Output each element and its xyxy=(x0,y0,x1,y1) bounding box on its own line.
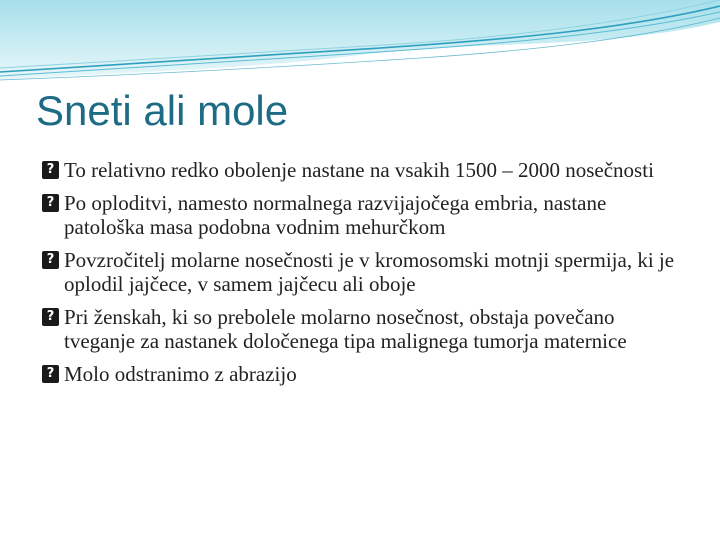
bullet-item xyxy=(42,248,682,296)
bullet-text: Pri ženskah, ki so prebolele molarno nosečnost, obstaja povečano tveganje za nastanek določenega tipa malignega tumorja maternice xyxy=(64,305,627,353)
bullet-text: Po oploditvi, namesto normalnega razvijajočega embria, nastane patološka masa podobna vodnim mehurčkom xyxy=(64,191,607,239)
bullet-text: Povzročitelj molarne nosečnosti je v kromosomski motnji spermija, ki je oplodil jajčece, v samem jajčecu ali oboje xyxy=(64,248,675,296)
bullet-item xyxy=(42,362,682,386)
bullet-text: To relativno redko obolenje nastane na vsakih 1500 – 2000 nosečnosti xyxy=(64,158,654,182)
bullet-list xyxy=(42,158,682,395)
bullet-glyph-icon: ? xyxy=(42,194,59,212)
bullet-item xyxy=(42,305,682,353)
bullet-item xyxy=(42,158,682,182)
bullet-item xyxy=(42,191,682,239)
header-wave-decoration xyxy=(0,0,720,90)
bullet-text: Molo odstranimo z abrazijo xyxy=(64,362,297,386)
bullet-glyph-icon: ? xyxy=(42,161,59,179)
bullet-glyph-icon: ? xyxy=(42,365,59,383)
bullet-glyph-icon: ? xyxy=(42,308,59,326)
slide-title: Sneti ali mole xyxy=(36,87,289,134)
bullet-glyph-icon: ? xyxy=(42,251,59,269)
